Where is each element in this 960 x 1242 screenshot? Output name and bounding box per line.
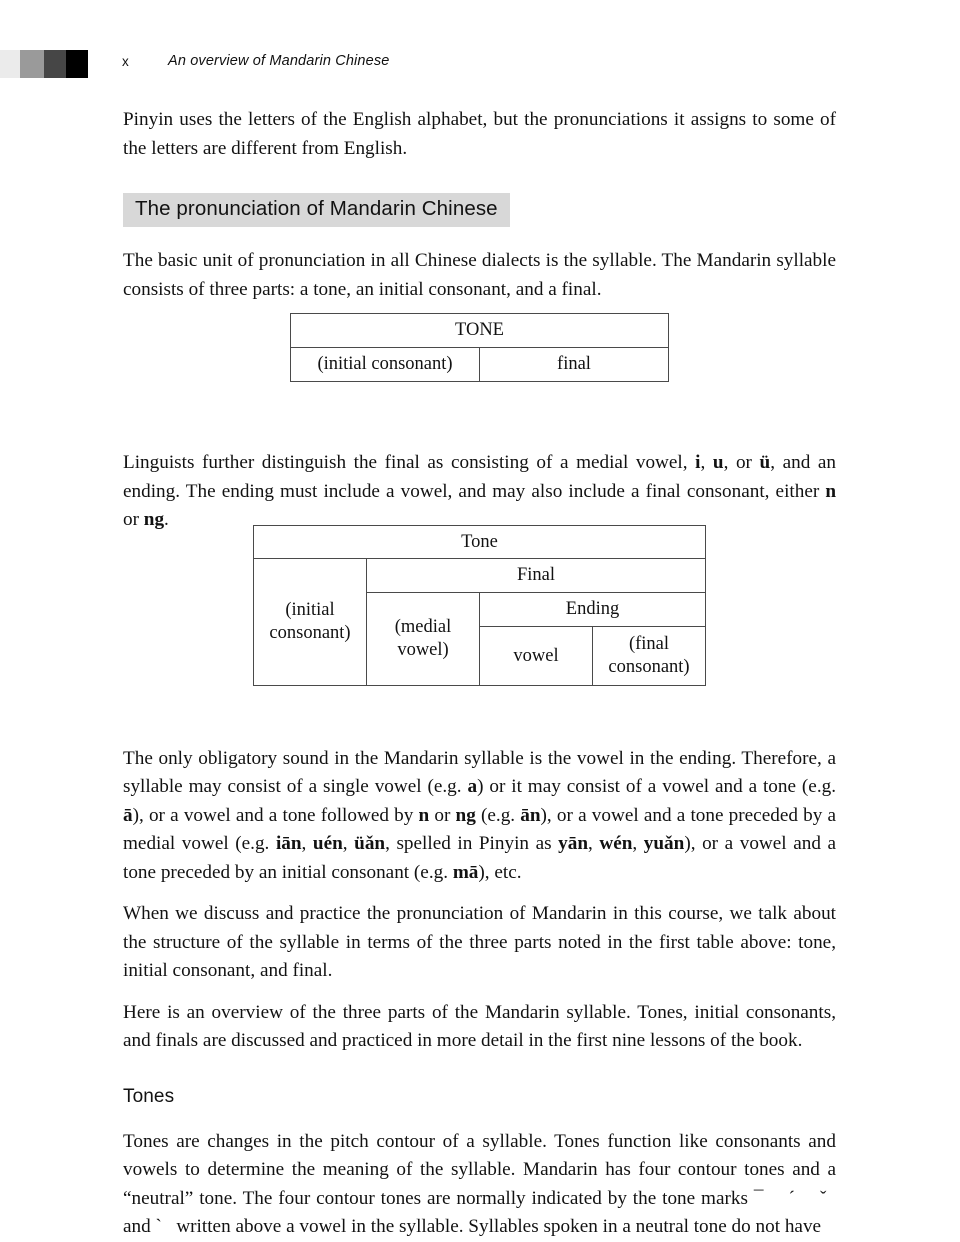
cell-vowel: vowel [480,627,593,686]
text-run: Tones are changes in the pitch contour of a syllable. Tones function like consonants and vowels to determine the meaning of the syllable. Mandarin has four contour tones and a “neutral” tone. The four contour tones are normally indicated by the tone marks [123,1130,836,1209]
text-run: , [632,833,644,854]
running-head-title: An overview of Mandarin Chinese [168,53,390,69]
text-run: or [429,804,456,826]
cell-line-2: consonant) [269,623,351,643]
bold-example-uen: uén [312,833,343,854]
bold-example-wen: wén [599,833,633,854]
cell-line-1: (initial [285,600,335,620]
cell-line-1: (medial [394,617,452,637]
marker-block-3 [44,50,66,78]
text-run: , and an ending. The ending must include a vowel, and may also include a final consonant, either [123,452,836,502]
cell-line-2: vowel) [397,640,449,660]
text-run: , [301,833,313,854]
bold-final-ng: ng [143,509,165,530]
paragraph-linguists [123,449,836,535]
table-row [291,314,669,348]
text-run: and [123,1216,156,1237]
table-one [290,313,669,382]
text-run: (e.g. [475,804,521,826]
paragraph-obligatory-sound [123,745,836,888]
text-run: written above a vowel in the syllable. Syllables spoken in a neutral tone do not have [171,1216,822,1237]
bold-medial-i: i [695,452,701,473]
bold-example-a-macron: ā [123,804,133,826]
text-run: , [342,833,355,854]
text-run: ), or a vowel and a tone preceded by an initial consonant (e.g. [123,833,837,883]
text-run: , [588,833,600,854]
text-run: or [123,509,144,530]
page-number: x [122,54,129,69]
table-syllable-three-parts [290,313,669,382]
bold-example-yuan: yuǎn [643,833,685,854]
table-row [254,526,706,559]
cell-medial-vowel [367,593,480,686]
text-run: The only obligatory sound in the Mandarin syllable is the vowel in the ending. Therefore, a syllable may consist of a single vowel (e.g. [123,747,836,797]
bold-medial-u: u [712,452,724,473]
tone-marks-first-three: ¯ ´ ˇ [753,1187,836,1209]
paragraph-here-is-overview: Here is an overview of the three parts of the Mandarin syllable. Tones, initial consonants, and finals are discussed and practiced in more detail in the first nine lessons of the book. [123,1001,836,1051]
marker-block-4 [66,50,88,78]
bold-medial-umlaut-u: ü [759,452,771,473]
bold-example-ma: mā [452,861,479,883]
paragraph-basic-unit: The basic unit of pronunciation in all Chinese dialects is the syllable. The Mandarin syllable consists of three parts: a tone, an initial consonant, and a final. [123,250,836,300]
marker-block-2 [20,50,44,78]
paragraph-tones-description [123,1128,836,1242]
bold-example-n: n [418,804,430,826]
marker-block-1 [0,50,20,78]
text-run: , spelled in Pinyin as [385,833,559,854]
cell-ending: Ending [480,593,706,627]
paragraph-when-we-discuss: When we discuss and practice the pronunciation of Mandarin in this course, we talk about the structure of the syllable in terms of the three parts noted in the first table above: tone, initial consonant, and final. [123,903,836,981]
section-heading-pronunciation: The pronunciation of Mandarin Chinese [123,193,510,227]
text-run: ) or it may consist of a vowel and a tone (e.g. [477,776,837,797]
cell-initial-consonant: (initial consonant) [291,348,480,382]
table-row [291,348,669,382]
cell-final-consonant [593,627,706,686]
bold-example-yan: yān [558,833,588,854]
text-run: ), or a vowel and a tone preceded by a medial vowel (e.g. [123,804,837,854]
tone-mark-grave: ` [155,1216,172,1237]
text-run: ), or a vowel and a tone followed by [132,804,419,826]
table-two [253,525,706,686]
bold-example-uan: üǎn [354,833,386,854]
text-run: . [164,509,169,530]
text-run: Linguists further distinguish the final as consisting of a medial vowel, [123,452,696,473]
bold-example-ian: iān [275,833,302,854]
table-syllable-structure-detailed [253,525,706,686]
text-run: ), etc. [478,861,522,883]
cell-final: final [480,348,669,382]
chapter-marker-strip [0,50,88,78]
cell-tone: TONE [291,314,669,348]
cell-final: Final [367,559,706,593]
table-row [254,559,706,593]
bold-example-a: a [467,776,478,797]
text-run: , or [723,452,760,473]
paragraph-intro: Pinyin uses the letters of the English alphabet, but the pronunciations it assigns to some of the letters are different from English. [123,109,836,159]
bold-final-n: n [825,480,836,502]
subheading-tones: Tones [123,1085,175,1107]
bold-example-ng: ng [455,804,476,826]
cell-initial-consonant [254,559,367,686]
cell-line-2: consonant) [608,657,690,677]
cell-line-1: (final [628,634,670,654]
bold-example-an: ān [520,804,541,826]
text-run: , [700,452,713,473]
cell-tone: Tone [254,526,706,559]
page-header [0,50,960,80]
